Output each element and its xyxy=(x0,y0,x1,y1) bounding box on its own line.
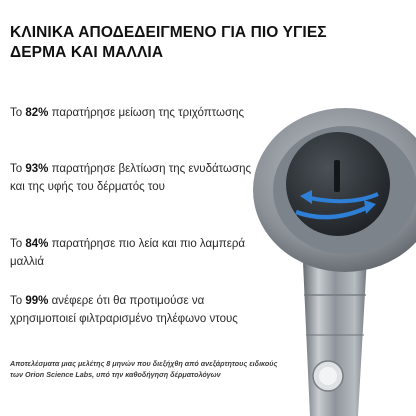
stat-prefix: Το xyxy=(10,295,26,307)
headline: ΚΛΙΝΙΚΑ ΑΠΟΔΕΔΕΙΓΜΕΝΟ ΓΙΑ ΠΙΟ ΥΓΙΕΣ ΔΕΡΜΑ ΚΑΙ ΜΑΛΛΙΑ xyxy=(10,24,327,61)
stat-prefix: Το xyxy=(10,163,26,175)
stat-percent: 84% xyxy=(25,238,49,250)
stat-text: παρατήρησε βελτίωση της ενυδάτωσης και της υφής του δέρματός του xyxy=(10,163,252,193)
stat-percent: 93% xyxy=(25,163,49,175)
footnote: Αποτελέσματα μιας μελέτης 8 μηνών που διεξήχθη από ανεξάρτητους ειδικούς των Orion Science Labs, υπό την καθοδήγηση δέρματολόγων xyxy=(10,359,278,379)
stat-percent: 82% xyxy=(25,107,49,119)
stat-text: παρατήρησε μείωση της τριχόπτωσης xyxy=(48,107,245,119)
stat-item xyxy=(10,235,255,271)
stat-percent: 99% xyxy=(25,295,49,307)
stat-item xyxy=(10,160,255,196)
shower-head-filter-icon xyxy=(240,90,416,416)
stat-item xyxy=(10,292,255,328)
stat-prefix: Το xyxy=(10,107,26,119)
stat-item xyxy=(10,104,255,122)
stat-text: ανέφερε ότι θα προτιμούσε να χρησιμοποιεί φιλτραρισμένο τηλέφωνο ντους xyxy=(10,295,238,325)
stat-prefix: Το xyxy=(10,238,26,250)
stat-text: παρατήρησε πιο λεία και πιο λαμπερά μαλλιά xyxy=(10,238,246,268)
